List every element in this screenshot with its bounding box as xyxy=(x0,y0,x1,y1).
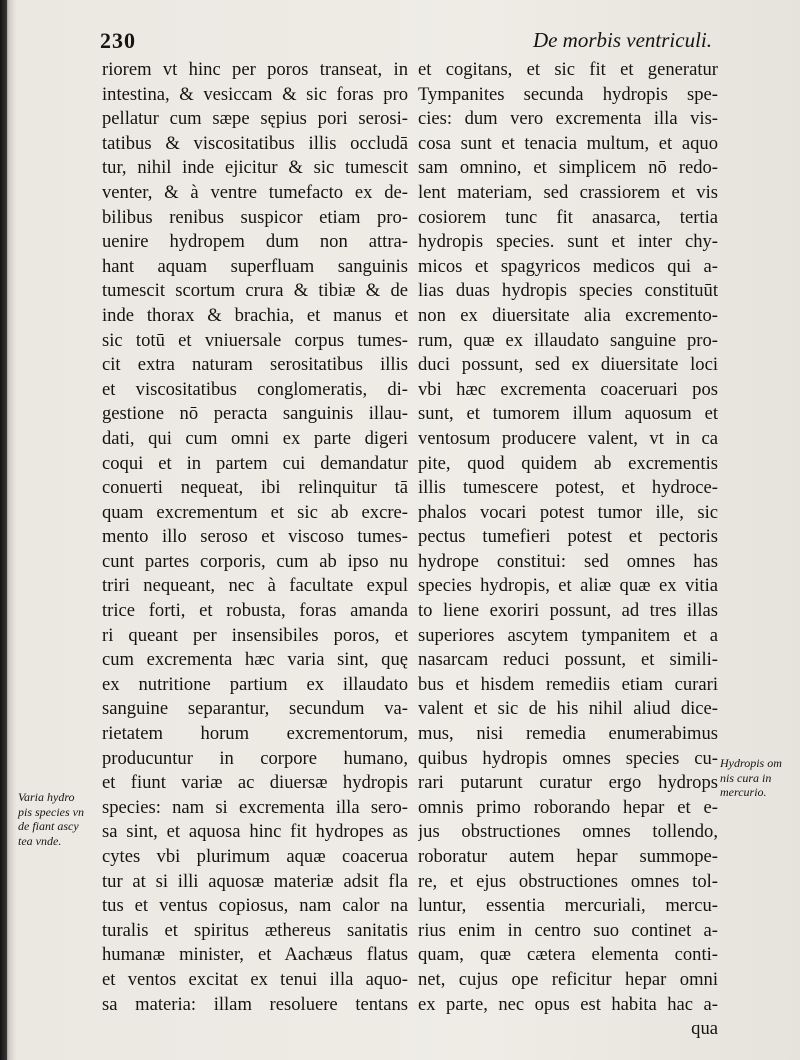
text-line: turalis et spiritus æthereus sanitatis xyxy=(102,919,408,941)
text-line: tumescit scortum crura & tibiæ & de xyxy=(102,280,408,302)
text-line: et viscositatibus conglomeratis, di- xyxy=(102,378,408,400)
page-header xyxy=(100,26,712,56)
text-line: hant aquam superfluam sanguinis xyxy=(102,255,408,277)
left-text-column xyxy=(102,58,408,1017)
text-line: sanguine separantur, secundum va- xyxy=(102,698,408,720)
text-line: ex nutritione partium ex illaudato xyxy=(102,673,408,695)
margin-note-line: pis species vn xyxy=(18,804,84,819)
text-line: sam omnino, et simplicem nō redo- xyxy=(418,157,718,179)
text-line: ventosum producere valent, vt in ca xyxy=(418,427,718,449)
text-line: coqui et in partem cui demandatur xyxy=(102,452,408,474)
text-line: tatibus & viscositatibus illis occludā xyxy=(102,132,408,154)
text-line: gestione nō peracta sanguinis illau- xyxy=(102,403,408,425)
text-line: sa materia: illam resoluere tentans xyxy=(102,993,408,1015)
text-line: humanæ minister, et Aachæus flatus xyxy=(102,944,408,966)
right-margin-note xyxy=(720,756,798,800)
text-line: cosa sunt et tenacia multum, et aquo xyxy=(418,132,718,154)
text-line: et cogitans, et sic fit et generatur xyxy=(418,59,718,80)
text-line: tus et ventus copiosus, nam calor na xyxy=(102,895,408,917)
text-line: trice forti, et robusta, foras amanda xyxy=(102,600,408,622)
margin-note-line: mercurio. xyxy=(720,785,767,799)
text-line: net, cujus ope reficitur hepar omni xyxy=(418,968,718,990)
text-line: sunt, et tumorem illum aquosum et xyxy=(418,403,718,425)
text-line: re, et ejus obstructiones omnes tol- xyxy=(418,870,718,892)
text-line: mento illo seroso et viscoso tumes- xyxy=(102,526,408,548)
text-line: quam, quæ cætera elementa conti- xyxy=(418,944,718,966)
text-line: valent et sic de his nihil aliud dice- xyxy=(418,698,718,720)
text-line: pectus tumefieri potest et pectoris xyxy=(418,526,718,548)
text-line: ex parte, nec opus est habita hac a- xyxy=(418,993,718,1015)
text-line: sa sint, et aquosa hinc fit hydropes as xyxy=(102,821,408,843)
text-line: tur, nihil inde ejicitur & sic tumescit xyxy=(102,157,408,179)
text-line: bus et hisdem remediis etiam curari xyxy=(418,673,718,695)
text-line: species: nam si excrementa illa sero- xyxy=(102,796,408,818)
text-line: micos et spagyricos medicos qui a- xyxy=(418,255,718,277)
text-line: Tympanites secunda hydropis spe- xyxy=(418,83,718,105)
text-line: rius enim in centro suo continet a- xyxy=(418,919,718,941)
text-line: lias duas hydropis species constituūt xyxy=(418,280,718,302)
running-title: De morbis ventriculi. xyxy=(532,28,712,52)
text-line: qua xyxy=(691,1018,718,1040)
text-line: quibus hydropis omnes species cu- xyxy=(418,747,718,769)
right-text-column xyxy=(418,58,718,1042)
text-line: inde thorax & brachia, et manus et xyxy=(102,304,408,326)
text-line: rum, quæ ex illaudato sanguine pro- xyxy=(418,329,718,351)
text-line: jus obstructiones omnes tollendo, xyxy=(418,821,718,843)
text-line: luntur, essentia mercuriali, mercu- xyxy=(418,895,718,917)
text-line: intestina, & vesiccam & sic foras pro xyxy=(102,83,408,105)
text-line: triri nequeant, nec à facultate expul xyxy=(102,575,408,597)
text-line: non ex diuersitate alia excremento- xyxy=(418,304,718,326)
text-line: lent materiam, sed crassiorem et vis xyxy=(418,181,718,203)
margin-note-line: de fiant ascy xyxy=(18,819,79,833)
text-line: superiores ascytem tympanitem et a xyxy=(418,624,718,646)
text-line: conuerti nequeat, ibi relinquitur tā xyxy=(102,477,408,499)
text-line: riorem vt hinc per poros transeat, in xyxy=(102,59,408,80)
text-line: duci possunt, sed ex diuersitate loci xyxy=(418,354,718,376)
text-line: tur at si illi aquosæ materiæ adsit fla xyxy=(102,870,408,892)
margin-note-line: Varia hydro xyxy=(18,790,75,804)
left-margin-note xyxy=(18,790,102,848)
text-line: et ventos excitat ex tenui illa aquo- xyxy=(102,968,408,990)
text-line: cosiorem tunc fit anasarca, tertia xyxy=(418,206,718,228)
page-number: 230 xyxy=(100,28,136,53)
text-line: quam excrementum et sic ab excre- xyxy=(102,501,408,523)
text-line: cunt partes corporis, cum ab ipso nu xyxy=(102,550,408,572)
text-line: dati, qui cum omni ex parte digeri xyxy=(102,427,408,449)
text-line: cit extra naturam serositatibus illis xyxy=(102,354,408,376)
text-line: ri queant per insensibiles poros, et xyxy=(102,624,408,646)
text-line: hydrope constitui: sed omnes has xyxy=(418,550,718,572)
text-line: bilibus renibus suspicor etiam pro- xyxy=(102,206,408,228)
text-line: illis tumescere potest, et hydroce- xyxy=(418,477,718,499)
text-line: cytes vbi plurimum aquæ coacerua xyxy=(102,846,408,867)
text-line: phalos vocari potest tumor ille, sic xyxy=(418,501,718,523)
text-line: cies: dum vero excrementa illa vis- xyxy=(418,108,718,130)
text-line: mus, nisi remedia enumerabimus xyxy=(418,723,718,745)
text-line: to liene exoriri possunt, ad tres illas xyxy=(418,600,718,622)
text-line: cum excrementa hæc varia sint, quę xyxy=(102,649,408,671)
text-line: rietatem horum excrementorum, xyxy=(102,723,408,745)
text-line: pite, quod quidem ab excrementis xyxy=(418,452,718,474)
text-line: rari putarunt curatur ergo hydrops xyxy=(418,772,718,794)
text-line: species hydropis, et aliæ quæ ex vitia xyxy=(418,575,718,597)
text-line: vbi hæc excrementa coaceruari pos xyxy=(418,378,718,400)
margin-note-line: nis cura in xyxy=(720,770,772,785)
margin-note-line: tea vnde. xyxy=(18,833,62,848)
margin-note-line: Hydropis om xyxy=(720,756,782,770)
text-line: pellatur cum sæpe sępius pori serosi- xyxy=(102,108,408,130)
text-line: producuntur in corpore humano, xyxy=(102,747,408,769)
text-line: uenire hydropem dum non attra- xyxy=(102,231,408,253)
text-line: sic totū et vniuersale corpus tumes- xyxy=(102,329,408,351)
text-line: nasarcam reduci possunt, et simili- xyxy=(418,649,718,671)
text-line: venter, & à ventre tumefacto ex de- xyxy=(102,181,408,203)
text-line: et fiunt variæ ac diuersæ hydropis xyxy=(102,772,408,794)
text-line: roboratur autem hepar summope- xyxy=(418,846,718,867)
binding-edge xyxy=(0,0,7,1060)
text-line: hydropis species. sunt et inter chy- xyxy=(418,231,718,253)
text-line: omnis primo roborando hepar et e- xyxy=(418,796,718,818)
